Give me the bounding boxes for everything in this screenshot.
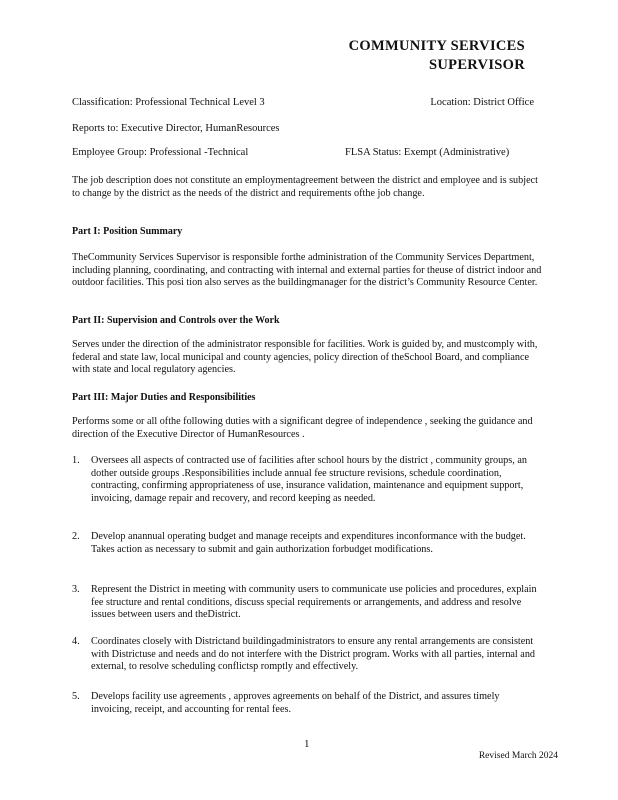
duty-text: Oversees all aspects of contracted use of facilities after school hours by the district , community groups, an dother outside groups .Responsibilities include annual fee structure revisions, schedule coordination, contracting, confirming appropriateness of use, insurance validation, maintenance and equipment support, invoicing, damage repair and recovery, and record keeping as needed.: [91, 455, 527, 504]
part1-paragraph: TheCommunity Services Supervisor is responsible forthe administration of the Community Services Department, including planning, coordinating, and contracting with internal and external parties for theuse of district indoor and outdoor facilities. This posi tion also serves as the buildingmanager for the district’s Community Resource Center.: [72, 252, 542, 289]
part3-intro: Performs some or all ofthe following duties with a significant degree of independence , seeking the guidance and direction of the Executive Director of HumanResources .: [72, 416, 533, 440]
duty-number: 5.: [72, 691, 80, 702]
title-line-2: SUPERVISOR: [429, 57, 525, 73]
flsa-status-text: FLSA Status: Exempt (Administrative): [345, 147, 510, 158]
duty-number: 3.: [72, 584, 80, 595]
part2-heading: Part II: Supervision and Controls over the Work: [72, 315, 280, 326]
duty-text: Coordinates closely with Districtand buildingadministrators to ensure any rental arrangements are consistent with Districtuse and needs and do not interfere with the District program. Works with all parties, internal and external, to resolve scheduling conflictsp romptly and effectively.: [91, 636, 536, 673]
employee-group-text: Employee Group: Professional -Technical: [72, 147, 249, 158]
meta-row-classification: [72, 96, 534, 110]
duty-number: 4.: [72, 636, 80, 647]
duty-text: Develops facility use agreements , approves agreements on behalf of the District, and assures timely invoicing, receipt, and accounting for rental fees.: [91, 691, 500, 715]
location-text: Location: District Office: [430, 97, 534, 108]
part3-heading: Part III: Major Duties and Responsibilities: [72, 392, 256, 403]
page-number: 1: [304, 738, 310, 750]
title-line-1: COMMUNITY SERVICES: [348, 38, 525, 54]
duty-number: 2.: [72, 531, 80, 542]
part1-heading: Part I: Position Summary: [72, 226, 183, 237]
meta-row-employee-group: [72, 146, 534, 160]
duty-number: 1.: [72, 455, 80, 466]
part2-paragraph: Serves under the direction of the administrator responsible for facilities. Work is guided by, and mustcomply with, federal and state law, local municipal and county agencies, policy direction of theSchool Board, and compliance with state and local regulatory agencies.: [72, 339, 538, 376]
classification-text: Classification: Professional Technical Level 3: [72, 97, 265, 108]
reports-to-text: Reports to: Executive Director, HumanResources: [72, 123, 280, 134]
revised-date: Revised March 2024: [478, 751, 558, 761]
intro-paragraph: The job description does not constitute an employmentagreement between the district and employee and is subject to change by the district as the needs of the district and requirements ofthe job change.: [72, 175, 538, 199]
document-title: [349, 37, 525, 75]
duty-text: Develop anannual operating budget and manage receipts and expenditures inconformance with the budget. Takes action as necessary to submit and gain authorization forbudget modifications.: [91, 531, 526, 555]
duty-text: Represent the District in meeting with community users to communicate use policies and procedures, explain fee structure and rental conditions, discuss special requirements or arrangements, and address and resolve issues between users and theDistrict.: [91, 584, 537, 621]
meta-row-reports-to: [72, 122, 534, 136]
